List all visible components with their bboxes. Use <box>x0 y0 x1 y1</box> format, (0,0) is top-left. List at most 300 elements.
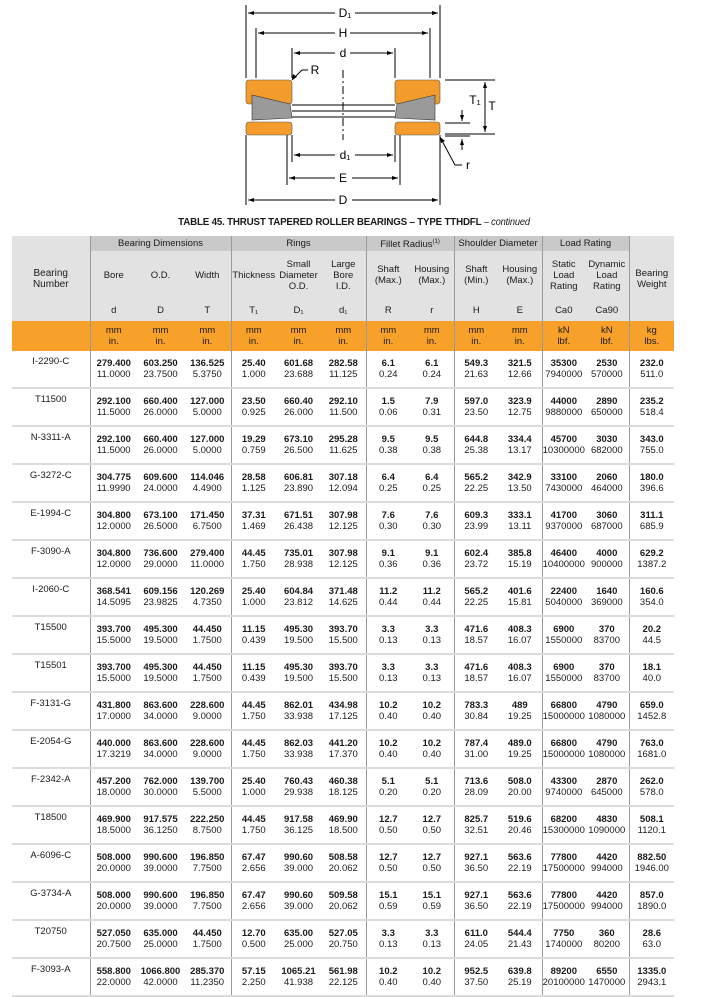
value-cell <box>231 844 276 882</box>
value-imperial: 1946.00 <box>634 863 669 874</box>
value-cell <box>629 351 674 388</box>
value-imperial: 18.57 <box>464 635 489 646</box>
value-cell <box>629 426 674 464</box>
value-cell <box>137 806 184 844</box>
value-metric: 489 <box>511 700 528 711</box>
column-header-label: Bore <box>333 269 354 281</box>
value-imperial: 11.2350 <box>190 977 225 988</box>
value-imperial: 1.000 <box>241 597 266 608</box>
value-cell <box>321 806 366 844</box>
table-row <box>12 806 674 844</box>
value-cell <box>321 351 366 388</box>
value-cell <box>585 464 629 502</box>
value-metric: 7.9 <box>425 396 439 407</box>
value-metric: 440.000 <box>96 738 131 749</box>
value-imperial: 20100000 <box>542 977 585 988</box>
value-cell <box>321 654 366 692</box>
value-metric: 606.81 <box>283 472 314 483</box>
value-imperial: 8.7500 <box>192 825 222 836</box>
column-header-label: (Max.) <box>418 275 446 286</box>
value-metric: 760.43 <box>283 776 314 787</box>
value-cell <box>454 616 498 654</box>
header-bearing-weight-line1: Bearing <box>635 267 669 279</box>
value-cell <box>276 464 321 502</box>
column-header-label: O.D. <box>288 280 309 292</box>
header-bearing-weight-line2: Weight <box>637 278 667 290</box>
value-metric: 4790 <box>596 738 618 749</box>
value-cell <box>276 882 321 920</box>
value-cell <box>90 578 137 616</box>
unit-imperial: in. <box>293 336 304 347</box>
value-imperial: 34.0000 <box>143 711 178 722</box>
value-imperial: 25.19 <box>507 977 532 988</box>
value-imperial: 20.00 <box>507 787 532 798</box>
value-imperial: 39.000 <box>283 901 314 912</box>
value-metric: 629.2 <box>639 548 664 559</box>
table-row <box>12 578 674 616</box>
value-metric: 917.58 <box>283 814 314 825</box>
value-cell <box>454 502 498 540</box>
value-imperial: 578.0 <box>639 787 664 798</box>
value-metric: 292.100 <box>96 396 131 407</box>
value-metric: 609.156 <box>143 586 178 597</box>
value-imperial: 22.0000 <box>96 977 131 988</box>
value-imperial: 518.4 <box>639 407 664 418</box>
value-imperial: 11.0000 <box>190 559 225 570</box>
value-cell <box>184 958 231 996</box>
value-metric: 9.5 <box>381 434 395 445</box>
column-label-row <box>12 251 674 299</box>
value-metric: 28.58 <box>241 472 266 483</box>
value-metric: 11.15 <box>242 662 266 673</box>
bearing-number: A-6096-C <box>12 844 90 882</box>
value-metric: 990.60 <box>283 852 314 863</box>
value-imperial: 9.0000 <box>192 749 222 760</box>
value-metric: 3.3 <box>381 928 395 939</box>
value-cell <box>629 388 674 426</box>
value-cell <box>184 730 231 768</box>
value-metric: 279.400 <box>190 548 225 559</box>
value-cell <box>184 768 231 806</box>
value-cell <box>321 616 366 654</box>
value-metric: 44.45 <box>241 738 266 749</box>
value-cell <box>231 426 276 464</box>
value-metric: 41700 <box>550 510 577 521</box>
value-metric: 228.600 <box>190 738 225 749</box>
bearing-number: T18500 <box>12 806 90 844</box>
value-imperial: 29.938 <box>283 787 314 798</box>
value-imperial: 0.13 <box>379 673 398 684</box>
table-row <box>12 768 674 806</box>
bearing-number: F-3093-A <box>12 958 90 996</box>
value-cell <box>454 882 498 920</box>
unit-cell <box>321 321 366 351</box>
value-imperial: 17.0000 <box>96 711 131 722</box>
value-cell <box>410 844 454 882</box>
column-header-2 <box>184 251 231 299</box>
value-imperial: 511.0 <box>640 369 664 380</box>
value-imperial: 7.7500 <box>192 901 222 912</box>
value-metric: 862.01 <box>283 700 314 711</box>
value-imperial: 0.38 <box>379 445 398 456</box>
value-imperial: 1120.1 <box>637 825 666 836</box>
value-imperial: 11.500 <box>329 407 358 418</box>
value-imperial: 12.125 <box>328 559 358 570</box>
value-metric: 171.450 <box>190 510 225 521</box>
value-imperial: 9740000 <box>545 787 583 798</box>
table-row <box>12 540 674 578</box>
group-fillet-radius <box>366 236 454 251</box>
value-cell <box>585 616 629 654</box>
bearing-number: T15500 <box>12 616 90 654</box>
unit-metric: mm <box>380 325 397 336</box>
value-cell <box>366 616 410 654</box>
column-header-9 <box>498 251 542 299</box>
value-imperial: 29.0000 <box>143 559 178 570</box>
value-cell <box>629 768 674 806</box>
value-imperial: 5.0000 <box>192 445 222 456</box>
value-imperial: 0.50 <box>422 863 442 874</box>
header-bearing-weight <box>629 236 674 321</box>
value-imperial: 570000 <box>590 369 623 380</box>
value-metric: 15.1 <box>422 890 442 901</box>
value-cell <box>629 958 674 996</box>
value-metric: 120.269 <box>190 586 225 597</box>
value-cell <box>321 464 366 502</box>
value-cell <box>366 882 410 920</box>
value-cell <box>410 768 454 806</box>
value-imperial: 19.5000 <box>143 673 178 684</box>
value-imperial: 14.5095 <box>96 597 131 608</box>
value-metric: 4000 <box>596 548 618 559</box>
dim-label-T1: T₁ <box>469 93 481 107</box>
table-row <box>12 844 674 882</box>
value-metric: 279.400 <box>96 358 131 369</box>
value-imperial: 26.5000 <box>143 521 178 532</box>
value-cell <box>366 958 410 996</box>
unit-metric: mm <box>152 325 169 336</box>
column-header-label: Load <box>553 269 575 281</box>
value-cell <box>137 958 184 996</box>
value-cell <box>542 730 585 768</box>
unit-metric: kN <box>557 325 570 336</box>
value-imperial: 20.0000 <box>96 901 131 912</box>
dim-label-D: D <box>338 193 348 207</box>
value-imperial: 5.5000 <box>192 787 222 798</box>
value-metric: 67.47 <box>241 852 266 863</box>
value-metric: 6.4 <box>381 472 395 483</box>
value-imperial: 354.0 <box>639 597 664 608</box>
value-metric: 783.3 <box>464 700 489 711</box>
value-cell <box>137 920 184 958</box>
value-cell <box>629 730 674 768</box>
value-metric: 469.900 <box>96 814 131 825</box>
group-load-rating: Load Rating <box>542 236 629 251</box>
value-cell <box>231 616 276 654</box>
column-header-6 <box>366 251 410 299</box>
column-header-label: Housing <box>414 264 450 275</box>
value-cell <box>366 540 410 578</box>
value-cell <box>184 920 231 958</box>
unit-imperial: in. <box>514 336 525 347</box>
table-row <box>12 654 674 692</box>
value-metric: 4420 <box>596 852 618 863</box>
value-imperial: 33.938 <box>283 711 314 722</box>
value-cell <box>184 654 231 692</box>
value-imperial: 0.40 <box>379 749 398 760</box>
unit-cell <box>276 321 321 351</box>
value-imperial: 5.0000 <box>192 407 222 418</box>
value-metric: 12.7 <box>379 852 398 863</box>
column-header-3 <box>231 251 276 299</box>
unit-cell <box>542 321 585 351</box>
value-cell <box>321 426 366 464</box>
value-metric: 549.3 <box>464 358 489 369</box>
value-metric: 660.400 <box>143 396 178 407</box>
value-metric: 232.0 <box>639 358 664 369</box>
value-imperial: 28.09 <box>464 787 489 798</box>
bearing-number: F-2342-A <box>12 768 90 806</box>
table-body <box>12 351 674 996</box>
value-imperial: 39.0000 <box>143 901 178 912</box>
value-imperial: 31.00 <box>464 749 489 760</box>
value-imperial: 11.0000 <box>96 369 131 380</box>
column-header-label: (Min.) <box>464 275 489 286</box>
bearing-number: G-3734-A <box>12 882 90 920</box>
value-metric: 11.15 <box>242 624 266 635</box>
value-cell <box>231 768 276 806</box>
value-metric: 44.45 <box>241 814 266 825</box>
value-cell <box>498 616 542 654</box>
value-metric: 45700 <box>550 434 577 445</box>
value-cell <box>184 578 231 616</box>
value-imperial: 5.3750 <box>192 369 222 380</box>
value-metric: 20.2 <box>642 624 662 635</box>
value-cell <box>542 464 585 502</box>
bearing-number: I-2290-C <box>12 351 90 388</box>
value-imperial: 994000 <box>590 863 623 874</box>
value-cell <box>366 692 410 730</box>
unit-imperial: in. <box>338 336 349 347</box>
value-cell <box>90 844 137 882</box>
value-imperial: 14.625 <box>328 597 358 608</box>
table-title-main: TABLE 45. THRUST TAPERED ROLLER BEARINGS – TYPE TTHDFL <box>178 216 482 228</box>
value-imperial: 1.7500 <box>192 673 222 684</box>
value-cell <box>276 768 321 806</box>
value-imperial: 5040000 <box>545 597 583 608</box>
value-cell <box>498 920 542 958</box>
value-metric: 228.600 <box>190 700 225 711</box>
value-metric: 11.2 <box>422 586 441 597</box>
column-symbol: T <box>184 299 231 321</box>
value-cell <box>137 540 184 578</box>
value-cell <box>498 426 542 464</box>
value-metric: 1640 <box>596 586 618 597</box>
value-metric: 25.40 <box>241 586 266 597</box>
value-cell <box>542 806 585 844</box>
value-metric: 321.5 <box>507 358 532 369</box>
unit-cell <box>184 321 231 351</box>
column-header-label: Width <box>195 269 220 281</box>
group-bearing-dimensions: Bearing Dimensions <box>90 236 231 251</box>
value-imperial: 0.50 <box>379 825 398 836</box>
value-imperial: 18.0000 <box>96 787 131 798</box>
value-metric: 7.6 <box>381 510 395 521</box>
bearing-spec-table <box>12 236 674 997</box>
value-imperial: 7.7500 <box>192 863 222 874</box>
value-imperial: 41.938 <box>283 977 314 988</box>
column-symbol: r <box>410 299 454 321</box>
column-header-label: Bore <box>103 269 124 281</box>
value-cell <box>321 692 366 730</box>
value-metric: 603.250 <box>143 358 178 369</box>
value-imperial: 464000 <box>590 483 623 494</box>
value-imperial: 20.0000 <box>96 863 131 874</box>
value-imperial: 15.5000 <box>96 635 131 646</box>
value-metric: 434.98 <box>328 700 358 711</box>
column-header-8 <box>454 251 498 299</box>
value-cell <box>542 540 585 578</box>
value-imperial: 1387.2 <box>637 559 667 570</box>
value-metric: 18.1 <box>642 662 662 673</box>
value-cell <box>366 578 410 616</box>
value-metric: 10.2 <box>422 738 442 749</box>
table-row <box>12 616 674 654</box>
value-cell <box>410 958 454 996</box>
unit-cell-weight <box>629 321 674 351</box>
value-metric: 3.3 <box>381 662 395 673</box>
unit-imperial: in. <box>248 336 259 347</box>
value-imperial: 15000000 <box>542 711 585 722</box>
value-metric: 77800 <box>550 890 577 901</box>
value-cell <box>90 464 137 502</box>
value-imperial: 26.0000 <box>143 407 178 418</box>
value-imperial: 15000000 <box>542 749 585 760</box>
value-cell <box>629 844 674 882</box>
value-cell <box>585 426 629 464</box>
unit-metric: mm <box>511 325 528 336</box>
value-metric: 57.15 <box>241 966 266 977</box>
value-cell <box>321 388 366 426</box>
dim-label-d1: d₁ <box>339 148 351 162</box>
value-imperial: 7430000 <box>545 483 583 494</box>
value-cell <box>90 768 137 806</box>
value-metric: 12.7 <box>422 852 442 863</box>
column-symbol: D₁ <box>276 299 321 321</box>
value-cell <box>90 616 137 654</box>
column-header-7 <box>410 251 454 299</box>
value-cell <box>231 351 276 388</box>
value-metric: 25.40 <box>241 358 266 369</box>
bearing-number: T20750 <box>12 920 90 958</box>
value-metric: 471.6 <box>464 624 489 635</box>
value-imperial: 0.13 <box>422 673 442 684</box>
value-metric: 285.370 <box>190 966 225 977</box>
value-cell <box>184 502 231 540</box>
value-metric: 6.4 <box>425 472 439 483</box>
value-metric: 601.68 <box>283 358 314 369</box>
column-header-label: Shaft <box>465 264 488 275</box>
unit-cell <box>231 321 276 351</box>
value-cell <box>629 654 674 692</box>
value-metric: 787.4 <box>464 738 489 749</box>
value-imperial: 17.3219 <box>96 749 131 760</box>
value-cell <box>137 616 184 654</box>
value-cell <box>585 806 629 844</box>
value-cell <box>629 502 674 540</box>
value-metric: 127.000 <box>190 434 225 445</box>
value-imperial: 0.40 <box>422 977 442 988</box>
value-cell <box>410 540 454 578</box>
value-cell <box>629 692 674 730</box>
value-cell <box>137 692 184 730</box>
value-cell <box>137 882 184 920</box>
value-imperial: 0.13 <box>422 939 442 950</box>
value-metric: 10.2 <box>379 700 398 711</box>
value-cell <box>90 426 137 464</box>
value-imperial: 0.25 <box>422 483 442 494</box>
value-metric: 342.9 <box>507 472 532 483</box>
value-metric: 6900 <box>553 624 575 635</box>
value-metric: 360 <box>598 928 615 939</box>
value-cell <box>366 426 410 464</box>
value-imperial: 22.125 <box>328 977 358 988</box>
unit-cell <box>498 321 542 351</box>
column-header-label: I.D. <box>335 280 351 292</box>
value-cell <box>410 426 454 464</box>
value-cell <box>366 806 410 844</box>
value-imperial: 687000 <box>590 521 623 532</box>
value-imperial: 682000 <box>590 445 623 456</box>
value-cell <box>454 730 498 768</box>
bearing-number: F-3131-G <box>12 692 90 730</box>
unit-imperial: in. <box>108 336 119 347</box>
value-imperial: 1470000 <box>588 977 626 988</box>
unit-imperial: in. <box>202 336 213 347</box>
table-row <box>12 920 674 958</box>
value-cell <box>231 388 276 426</box>
column-symbol: H <box>454 299 498 321</box>
value-metric: 371.48 <box>328 586 358 597</box>
bearing-number: I-2060-C <box>12 578 90 616</box>
column-header-5 <box>321 251 366 299</box>
value-imperial: 0.30 <box>379 521 398 532</box>
value-cell <box>542 502 585 540</box>
column-symbol-row <box>12 299 674 321</box>
value-cell <box>90 351 137 388</box>
value-imperial: 0.20 <box>422 787 442 798</box>
value-cell <box>498 654 542 692</box>
value-metric: 508.1 <box>639 814 664 825</box>
column-header-label: Static <box>551 258 576 270</box>
value-cell <box>231 730 276 768</box>
value-imperial: 19.500 <box>283 673 314 684</box>
value-metric: 22400 <box>550 586 577 597</box>
value-imperial: 9.0000 <box>192 711 222 722</box>
value-imperial: 83700 <box>593 673 620 684</box>
value-cell <box>90 882 137 920</box>
value-metric: 4420 <box>596 890 618 901</box>
table-row <box>12 502 674 540</box>
unit-cell <box>410 321 454 351</box>
value-imperial: 900000 <box>590 559 623 570</box>
unit-cell <box>454 321 498 351</box>
value-metric: 563.6 <box>507 852 532 863</box>
value-cell <box>366 388 410 426</box>
value-metric: 12.7 <box>422 814 442 825</box>
value-metric: 12.70 <box>241 928 266 939</box>
value-imperial: 0.50 <box>379 863 398 874</box>
